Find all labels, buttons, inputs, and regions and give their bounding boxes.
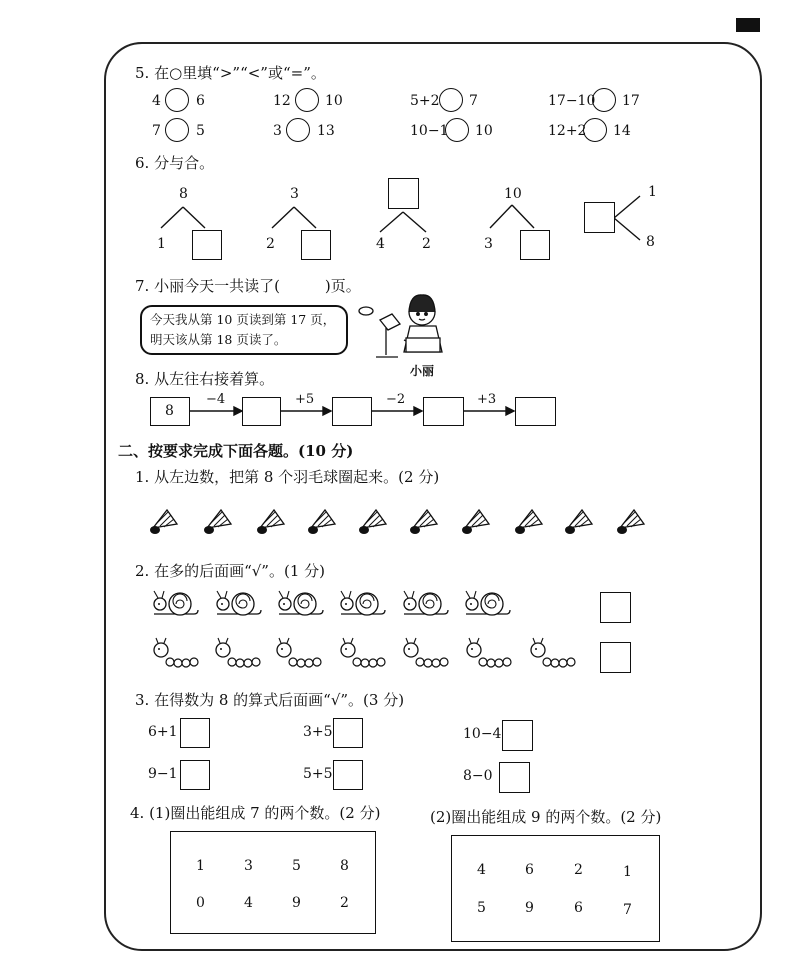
grid-b-number[interactable]: 6 bbox=[574, 900, 583, 916]
p4-title-b: (2)圈出能组成 9 的两个数。(2 分) bbox=[430, 808, 662, 826]
caterpillar-icon bbox=[531, 638, 575, 667]
caterpillar-check-box[interactable] bbox=[600, 642, 631, 673]
snail-icon bbox=[154, 591, 198, 615]
q8-title: 8. 从左往右接着算。 bbox=[135, 370, 275, 388]
tree3-left: 4 bbox=[376, 236, 385, 252]
grid-a-number[interactable]: 8 bbox=[340, 858, 349, 874]
grid-a-number[interactable]: 1 bbox=[196, 858, 205, 874]
p3-expr-3: 10−4 bbox=[463, 726, 502, 742]
chain-op-4: +3 bbox=[477, 392, 497, 407]
grid-b-number[interactable]: 7 bbox=[623, 902, 632, 918]
grid-b-number[interactable]: 5 bbox=[477, 900, 486, 916]
caterpillar-icon bbox=[154, 638, 198, 667]
grid-a-number[interactable]: 9 bbox=[292, 895, 301, 911]
p1-title: 1. 从左边数，把第 8 个羽毛球圈起来。(2 分) bbox=[135, 468, 440, 486]
chain-op-1: −4 bbox=[206, 392, 226, 407]
p3-title: 3. 在得数为 8 的算式后面画“√”。(3 分) bbox=[135, 691, 405, 709]
p4-title-a: 4. (1)圈出能组成 7 的两个数。(2 分) bbox=[130, 804, 381, 822]
grid-b-number[interactable]: 6 bbox=[525, 862, 534, 878]
snail-icon bbox=[466, 591, 510, 615]
chain-op-3: −2 bbox=[386, 392, 406, 407]
caterpillar-icon bbox=[404, 638, 448, 667]
tree4-top: 10 bbox=[504, 186, 522, 202]
number-grid-b bbox=[451, 835, 660, 942]
p3-check-box-2[interactable] bbox=[333, 718, 363, 748]
grid-b-number[interactable]: 4 bbox=[477, 862, 486, 878]
q6-title: 6. 分与合。 bbox=[135, 154, 215, 172]
p3-expr-4: 9−1 bbox=[148, 766, 178, 782]
speech-bubble: 今天我从第 10 页读到第 17 页，明天该从第 18 页读了。 bbox=[140, 305, 348, 355]
tree3-right: 2 bbox=[422, 236, 431, 252]
p3-expr-6: 8−0 bbox=[463, 768, 493, 784]
p3-expr-2: 3+5 bbox=[303, 724, 333, 740]
p3-check-box-6[interactable] bbox=[499, 762, 530, 793]
q7-title: 7. 小丽今天一共读了( )页。 bbox=[135, 277, 361, 295]
p3-check-box-1[interactable] bbox=[180, 718, 210, 748]
p3-expr-5: 5+5 bbox=[303, 766, 333, 782]
p3-check-box-4[interactable] bbox=[180, 760, 210, 790]
grid-b-number[interactable]: 9 bbox=[525, 900, 534, 916]
caterpillar-icon bbox=[341, 638, 385, 667]
grid-a-number[interactable]: 4 bbox=[244, 895, 253, 911]
grid-a-number[interactable]: 3 bbox=[244, 858, 253, 874]
caterpillar-icon bbox=[277, 638, 321, 667]
caterpillar-icon bbox=[216, 638, 260, 667]
snail-icon bbox=[404, 591, 448, 615]
p3-check-box-5[interactable] bbox=[333, 760, 363, 790]
q5-title: 5. 在○里填“>”“<”或“=”。 bbox=[135, 64, 326, 82]
p3-check-box-3[interactable] bbox=[502, 720, 533, 751]
p3-expr-1: 6+1 bbox=[148, 724, 178, 740]
chain-op-2: +5 bbox=[295, 392, 315, 407]
snail-icon bbox=[217, 591, 261, 615]
snail-icon bbox=[279, 591, 323, 615]
grid-a-number[interactable]: 0 bbox=[196, 895, 205, 911]
tree2-top: 3 bbox=[290, 186, 299, 202]
caterpillar-icon bbox=[467, 638, 511, 667]
tree5-right-top: 1 bbox=[648, 184, 657, 200]
tree4-left: 3 bbox=[484, 236, 493, 252]
grid-b-number[interactable]: 2 bbox=[574, 862, 583, 878]
tree5-right-bottom: 8 bbox=[646, 234, 655, 250]
p2-title: 2. 在多的后面画“√”。(1 分) bbox=[135, 562, 325, 580]
number-grid-a bbox=[170, 831, 376, 934]
section2-title: 二、按要求完成下面各题。(10 分) bbox=[118, 442, 354, 460]
snail-icon bbox=[341, 591, 385, 615]
tree1-top: 8 bbox=[179, 186, 188, 202]
chain-start-box: 8 bbox=[150, 397, 190, 426]
tree2-left: 2 bbox=[266, 236, 275, 252]
tree1-left: 1 bbox=[157, 236, 166, 252]
grid-a-number[interactable]: 5 bbox=[292, 858, 301, 874]
grid-b-number[interactable]: 1 bbox=[623, 864, 632, 880]
grid-a-number[interactable]: 2 bbox=[340, 895, 349, 911]
snail-check-box[interactable] bbox=[600, 592, 631, 623]
girl-name-label: 小丽 bbox=[410, 364, 435, 378]
